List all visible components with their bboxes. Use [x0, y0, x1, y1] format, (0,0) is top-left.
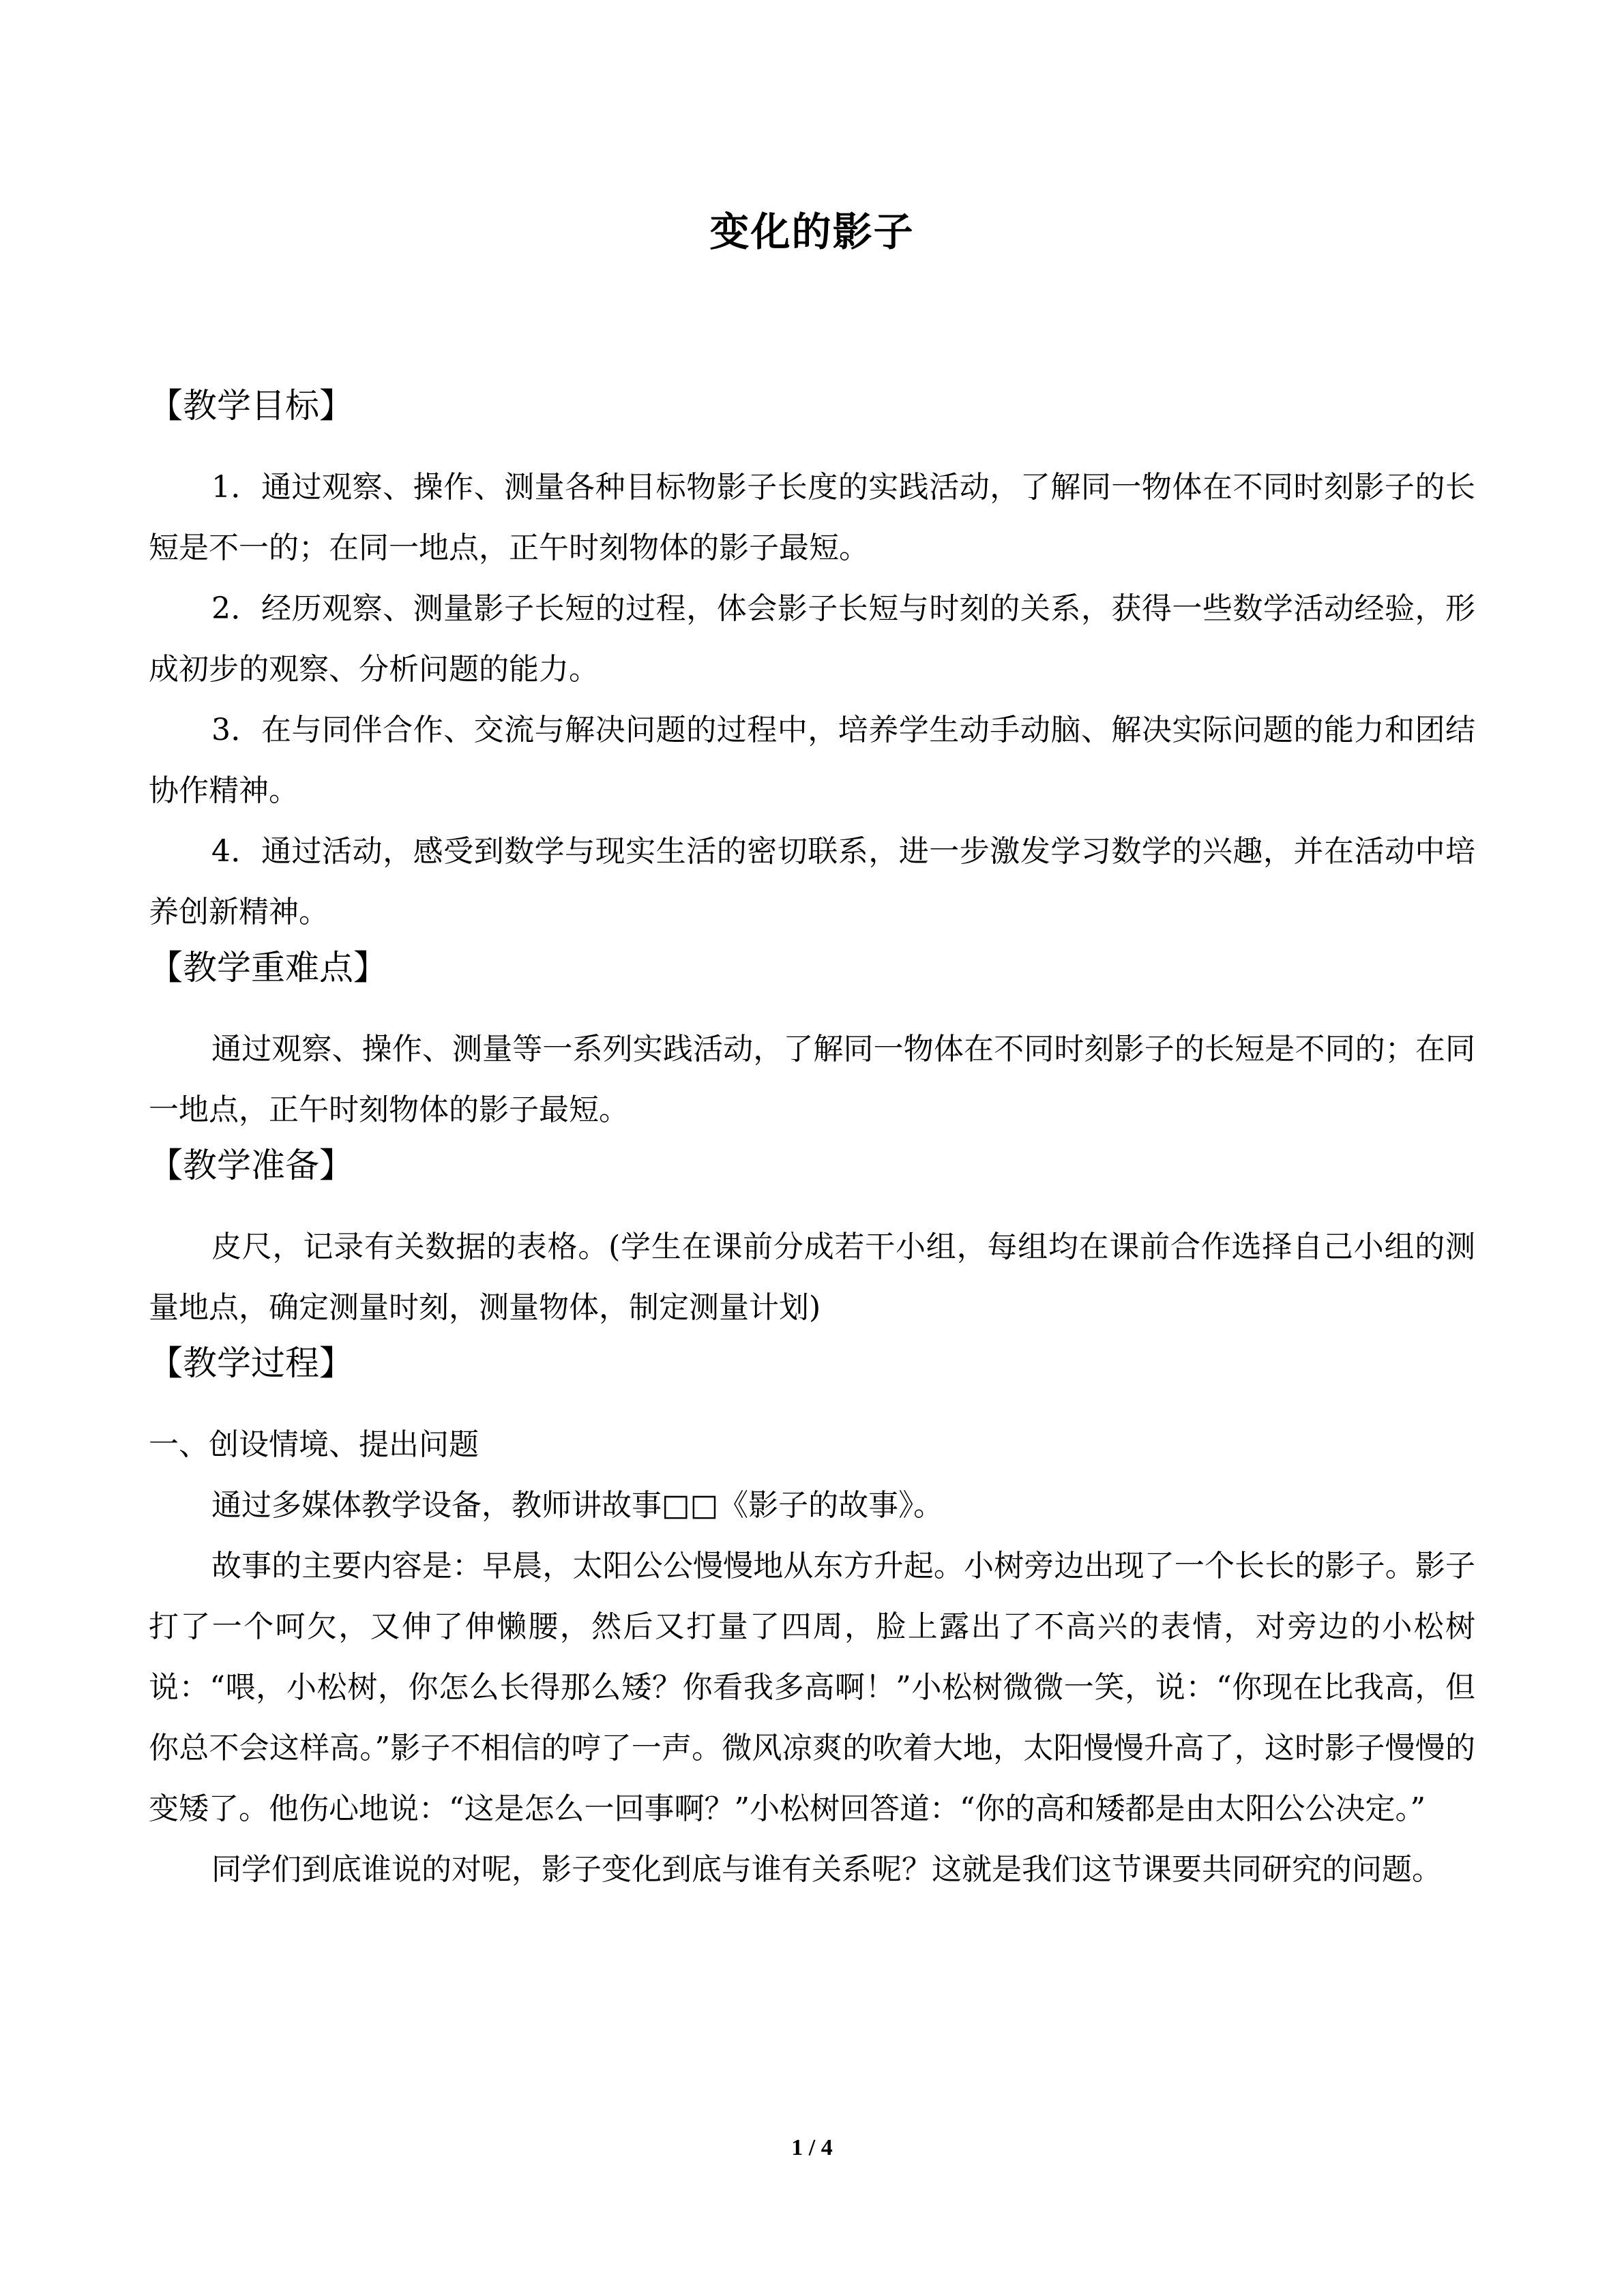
preparation-text: 皮尺，记录有关数据的表格。(学生在课前分成若干小组，每组均在课前合作选择自己小组的测量地点，确定测量时刻，测量物体，制定测量计划) — [149, 1229, 1475, 1325]
page-number: 1 / 4 — [791, 2135, 833, 2160]
section-heading-key-points: 【教学重难点】 — [149, 948, 387, 987]
process-paragraph-1: 通过多媒体教学设备，教师讲故事□□《影子的故事》。 — [211, 1488, 944, 1523]
goal-item-3: 3．在与同伴合作、交流与解决问题的过程中，培养学生动手动脑、解决实际问题的能力和团结协作精神。 — [149, 713, 1475, 808]
page-title: 变化的影子 — [709, 209, 915, 255]
section-heading-goals: 【教学目标】 — [149, 386, 353, 426]
section-heading-preparation: 【教学准备】 — [149, 1146, 353, 1185]
goal-item-4: 4．通过活动，感受到数学与现实生活的密切联系，进一步激发学习数学的兴趣，并在活动中培养创新精神。 — [149, 834, 1475, 929]
document-body — [149, 382, 1475, 1900]
key-points-text: 通过观察、操作、测量等一系列实践活动，了解同一物体在不同时刻影子的长短是不同的；在同一地点，正午时刻物体的影子最短。 — [149, 1032, 1475, 1127]
goal-item-2: 2．经历观察、测量影子长短的过程，体会影子长短与时刻的关系，获得一些数学活动经验，形成初步的观察、分析问题的能力。 — [149, 591, 1475, 687]
process-subheading: 一、创设情境、提出问题 — [149, 1427, 479, 1462]
goal-item-1: 1．通过观察、操作、测量各种目标物影子长度的实践活动，了解同一物体在不同时刻影子的长短是不一的；在同一地点，正午时刻物体的影子最短。 — [149, 470, 1475, 565]
section-heading-process: 【教学过程】 — [149, 1343, 353, 1383]
process-paragraph-2: 故事的主要内容是：早晨，太阳公公慢慢地从东方升起。小树旁边出现了一个长长的影子。影子打了一个呵欠，又伸了伸懒腰，然后又打量了四周，脸上露出了不高兴的表情，对旁边的小松树说：“喂，小松树，你怎么长得那么矮？你看我多高啊！”小松树微微一笑，说：“你现在比我高，但你总不会这样高。”影子不相信的哼了一声。微风凉爽的吹着大地，太阳慢慢升高了，这时影子慢慢的变矮了。他伤心地说：“这是怎么一回事啊？”小松树回答道：“你的高和矮都是由太阳公公决定。” — [149, 1549, 1475, 1826]
process-paragraph-3: 同学们到底谁说的对呢，影子变化到底与谁有关系呢？这就是我们这节课要共同研究的问题。 — [211, 1852, 1442, 1887]
